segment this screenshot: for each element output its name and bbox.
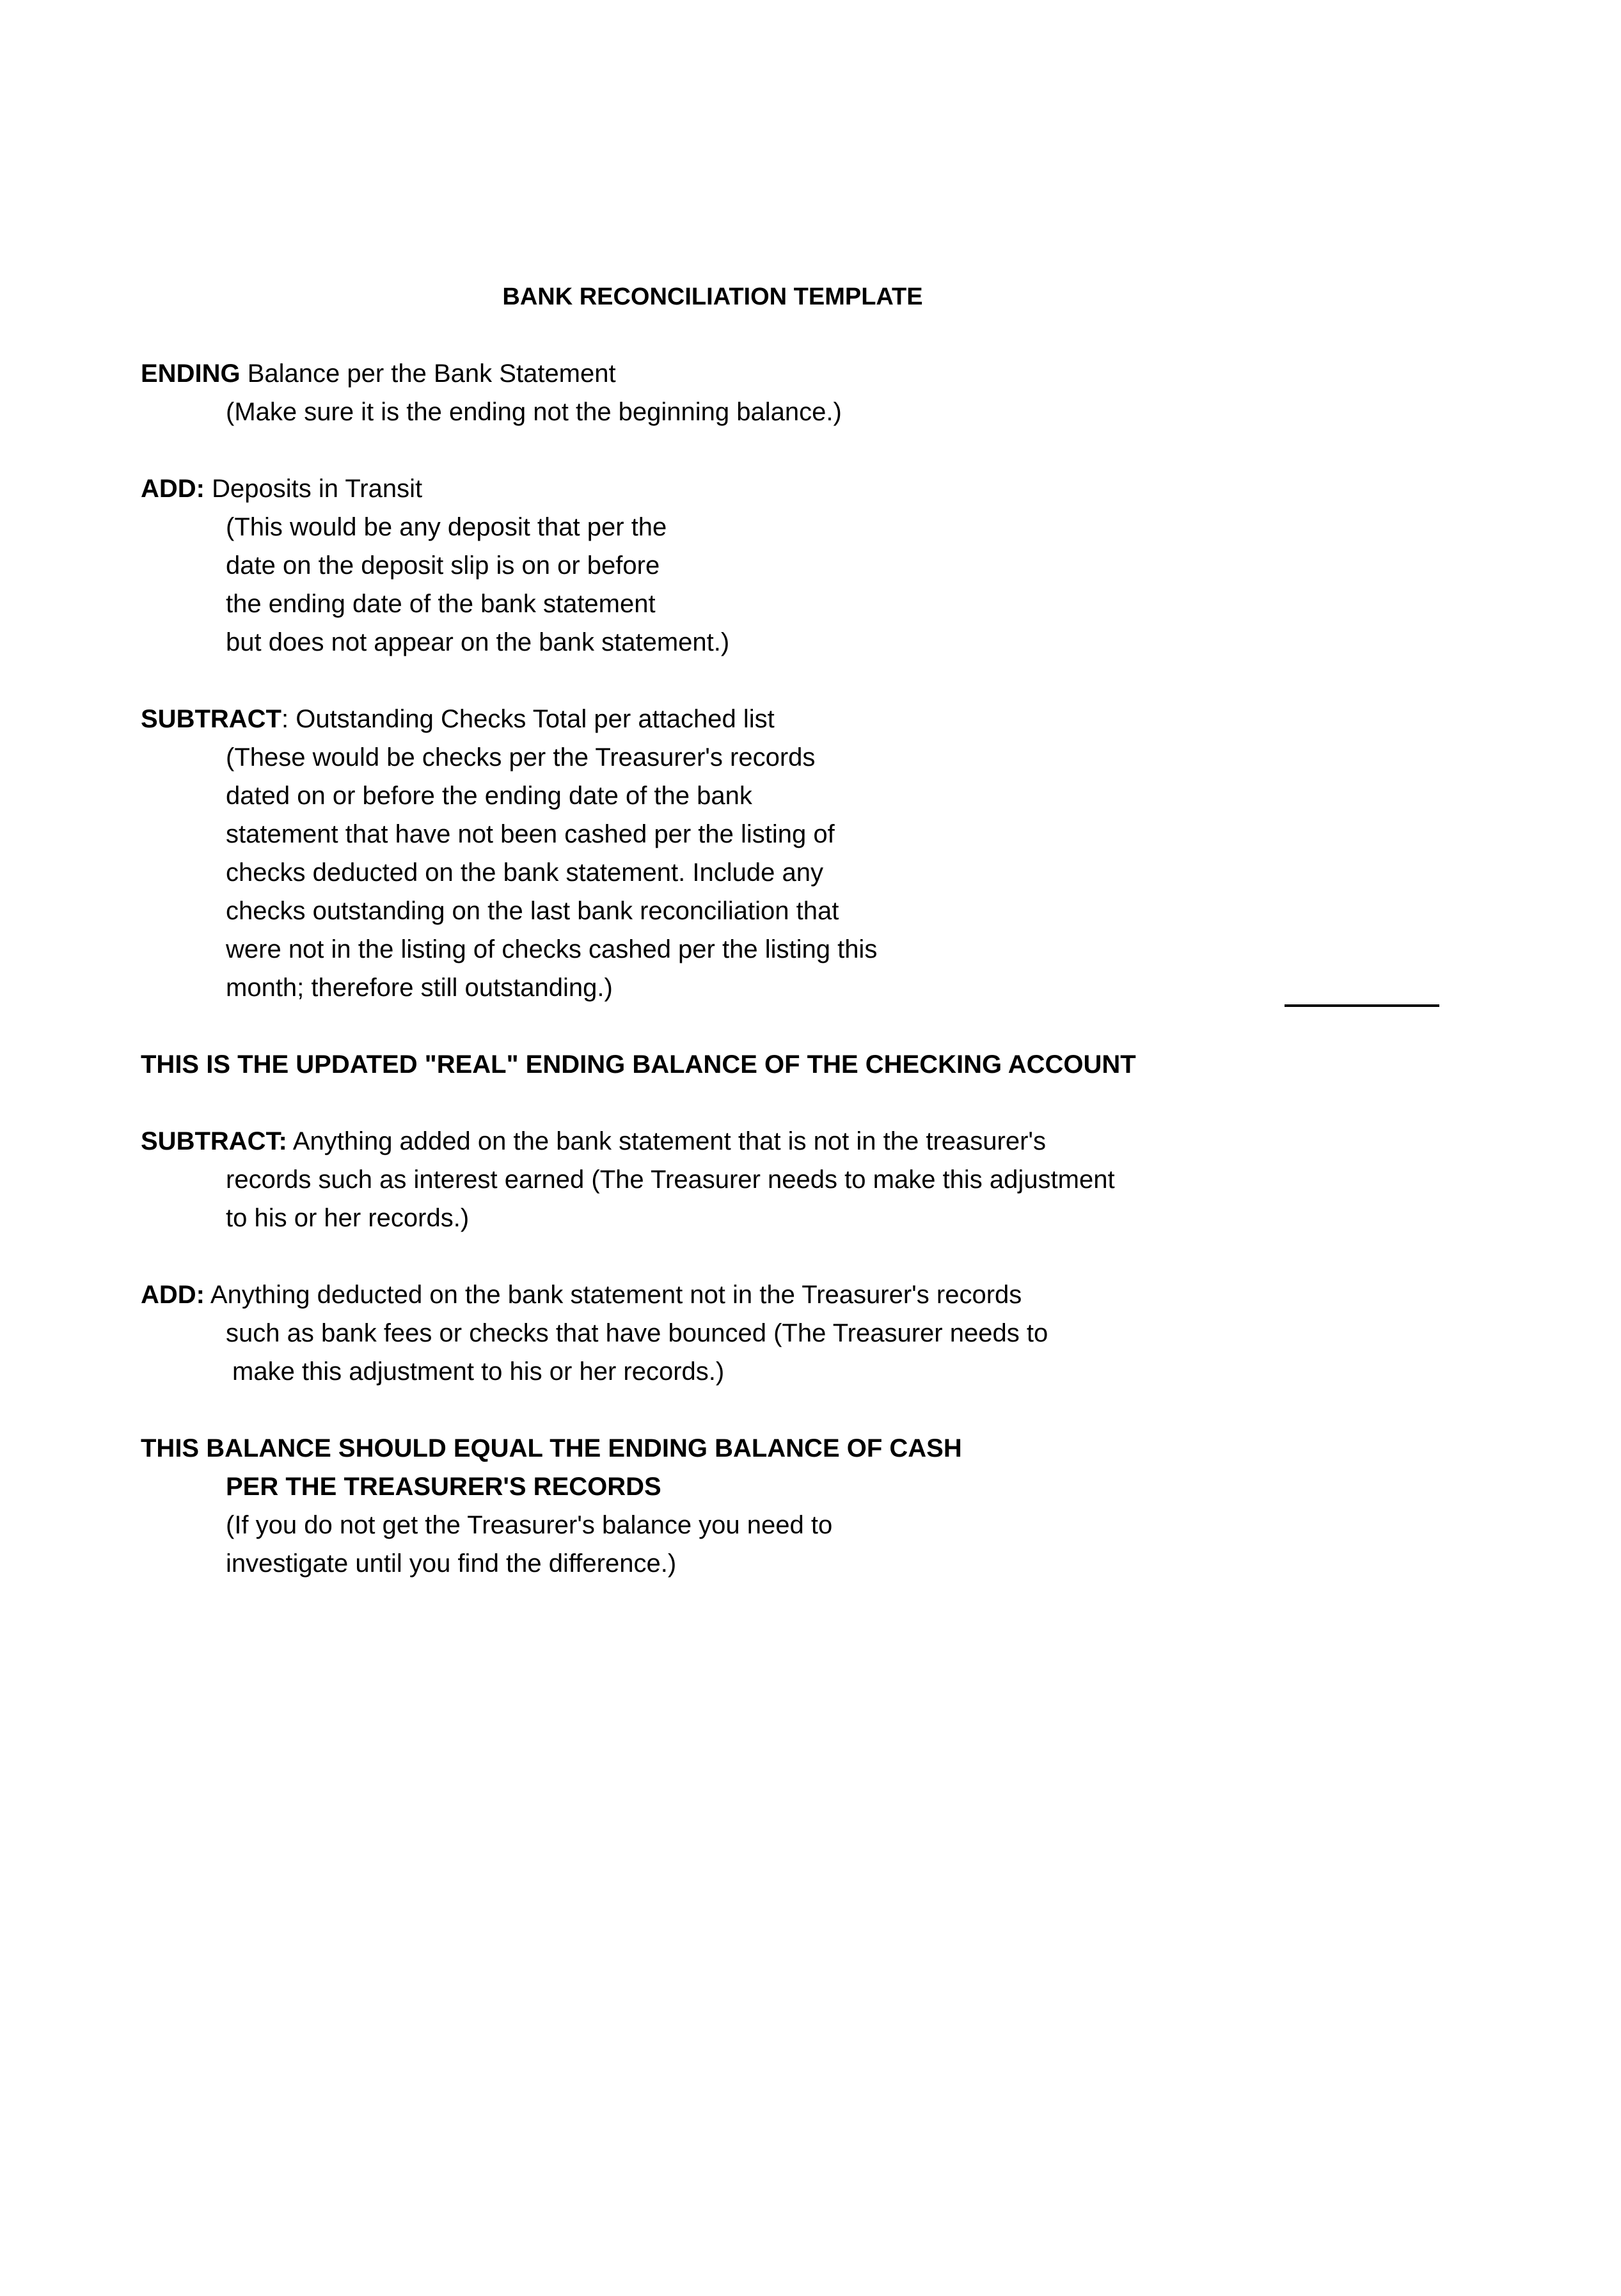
bank-additions-text: Anything added on the bank statement that is not in the treasurer's xyxy=(287,1127,1047,1155)
deposits-note-line: (This would be any deposit that per the xyxy=(226,513,667,541)
ending-note-line: (Make sure it is the ending not the beginning balance.) xyxy=(226,398,842,426)
document-title: BANK RECONCILIATION TEMPLATE xyxy=(502,283,923,310)
bank-deductions-line xyxy=(141,1276,1022,1314)
subtotal-rule xyxy=(1285,1004,1439,1007)
ending-balance-line xyxy=(141,354,616,393)
final-balance-heading: THIS BALANCE SHOULD EQUAL THE ENDING BALANCE OF CASH xyxy=(141,1434,962,1462)
outstanding-note-line: month; therefore still outstanding.) xyxy=(226,974,613,1002)
add-label: ADD: xyxy=(141,475,205,503)
ending-text: Balance per the Bank Statement xyxy=(240,360,616,388)
subtract-label: SUBTRACT: xyxy=(141,1127,287,1155)
add-label: ADD: xyxy=(141,1281,205,1309)
outstanding-note-line: checks deducted on the bank statement. Include any xyxy=(226,859,823,887)
deposits-text: Deposits in Transit xyxy=(204,475,423,503)
deposits-note-line: date on the deposit slip is on or before xyxy=(226,551,660,580)
bank-deductions-text: Anything deducted on the bank statement not in the Treasurer's records xyxy=(204,1281,1022,1309)
outstanding-checks-text: : Outstanding Checks Total per attached list xyxy=(281,705,775,733)
final-balance-subheading: PER THE TREASURER'S RECORDS xyxy=(226,1473,661,1501)
outstanding-note-line: were not in the listing of checks cashed per the listing this xyxy=(226,935,878,963)
deposits-in-transit-line xyxy=(141,470,422,508)
subtract-label: SUBTRACT xyxy=(141,705,281,733)
deposits-note-line: but does not appear on the bank statement.) xyxy=(226,628,730,656)
bank-additions-note-line: to his or her records.) xyxy=(226,1204,470,1232)
outstanding-note-line: dated on or before the ending date of the bank xyxy=(226,782,752,810)
bank-additions-line xyxy=(141,1122,1046,1160)
outstanding-note-line: (These would be checks per the Treasurer's records xyxy=(226,743,816,772)
outstanding-checks-line xyxy=(141,700,775,738)
bank-deductions-note-line: make this adjustment to his or her records.) xyxy=(232,1358,725,1386)
updated-balance-heading: THIS IS THE UPDATED "REAL" ENDING BALANCE OF THE CHECKING ACCOUNT xyxy=(141,1050,1136,1079)
outstanding-note-line: checks outstanding on the last bank reconciliation that xyxy=(226,897,839,925)
bank-deductions-note-line: such as bank fees or checks that have bounced (The Treasurer needs to xyxy=(226,1319,1048,1347)
final-balance-note-line: (If you do not get the Treasurer's balance you need to xyxy=(226,1511,833,1539)
outstanding-note-line: statement that have not been cashed per the listing of xyxy=(226,820,835,848)
bank-additions-note-line: records such as interest earned (The Treasurer needs to make this adjustment xyxy=(226,1166,1115,1194)
ending-label: ENDING xyxy=(141,360,241,388)
final-balance-note-line: investigate until you find the difference.) xyxy=(226,1549,677,1578)
deposits-note-line: the ending date of the bank statement xyxy=(226,590,656,618)
